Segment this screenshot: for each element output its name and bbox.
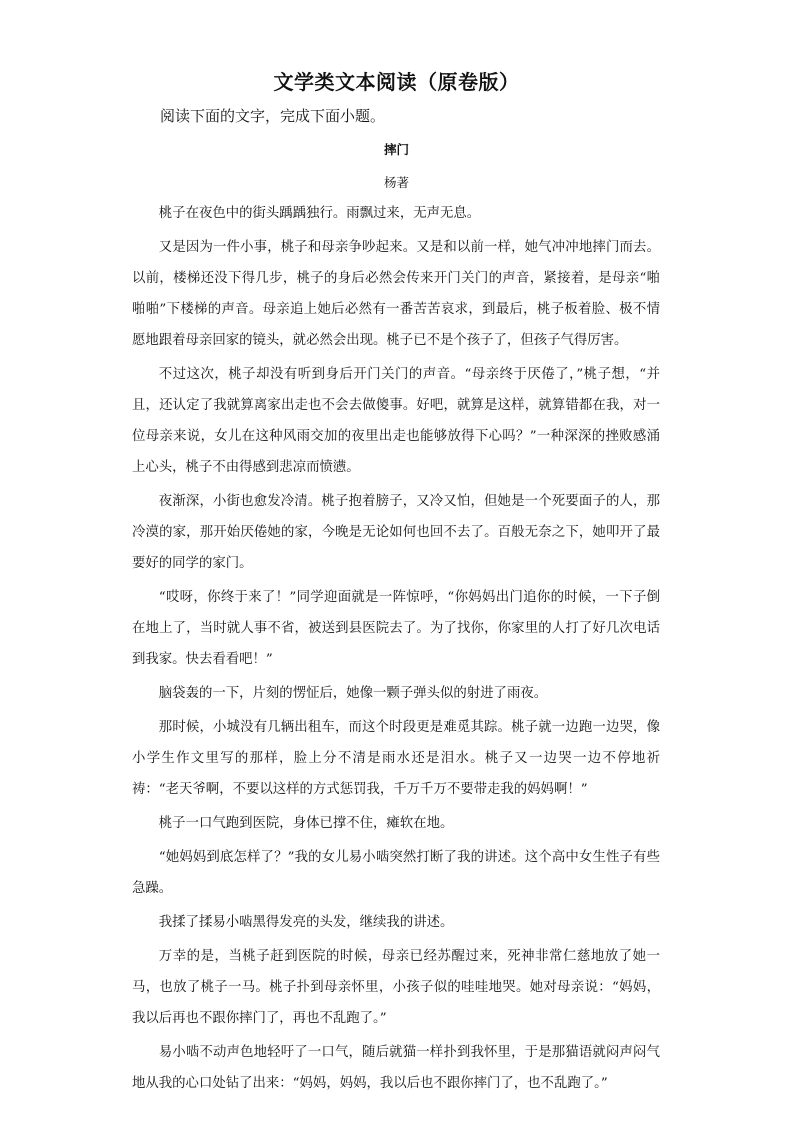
story-author: 杨著	[383, 175, 409, 190]
story-body	[132, 198, 660, 1102]
story-paragraph: 那时候，小城没有几辆出租车，而这个时段更是难觅其踪。桃子就一边跑一边哭，像小学生作文里写的那样，脸上分不清是雨水还是泪水。桃子又一边哭一边不停地祈祷：“老天爷啊，不要以这样的方式惩罚我，千万千万不要带走我的妈妈啊！”	[132, 720, 660, 797]
story-paragraph: 不过这次，桃子却没有听到身后开门关门的声音。“母亲终于厌倦了，”桃子想，“并且，还认定了我就算离家出走也不会去做傻事。好吧，就算是这样，就算错都在我，对一位母亲来说，女儿在这种风雨交加的夜里出走也能够放得下心吗？”一种深深的挫败感涌上心头，桃子不由得感到悲凉而愤懑。	[132, 367, 660, 475]
story-paragraph: 夜渐深，小街也愈发冷清。桃子抱着膀子，又冷又怕，但她是一个死要面子的人，那冷漠的家，那开始厌倦她的家，今晚是无论如何也回不去了。百般无奈之下，她叩开了最要好的同学的家门。	[132, 494, 660, 571]
story-paragraph: “她妈妈到底怎样了？”我的女儿易小啮突然打断了我的讲述。这个高中女生性子有些急躁。	[132, 850, 660, 896]
story-paragraph: 桃子在夜色中的街头踽踽独行。雨飘过来，无声无息。	[158, 206, 481, 221]
story-title: 摔门	[383, 142, 409, 157]
story-paragraph: 易小啮不动声色地轻吁了一口气，随后就猫一样扑到我怀里，于是那猫语就闷声闷气地从我的心口处钻了出来：“妈妈，妈妈，我以后也不跟你摔门了，也不乱跑了。”	[132, 1045, 660, 1091]
story-paragraph: “哎呀，你终于来了！”同学迎面就是一阵惊呼，“你妈妈出门追你的时候，一下子倒在地上了，当时就人事不省，被送到县医院去了。为了找你，你家里的人打了好几次电话到我家。快去看看吧！”	[132, 590, 660, 667]
document-title: 文学类文本阅读（原卷版）	[273, 70, 520, 94]
story-paragraph: 万幸的是，当桃子赶到医院的时候，母亲已经苏醒过来，死神非常仁慈地放了她一马，也放了桃子一马。桃子扑到母亲怀里，小孩子似的哇哇地哭。她对母亲说：“妈妈，我以后再也不跟你摔门了，再也不乱跑了。”	[132, 949, 660, 1026]
story-paragraph: 又是因为一件小事，桃子和母亲争吵起来。又是和以前一样，她气冲冲地摔门而去。以前，楼梯还没下得几步，桃子的身后必然会传来开门关门的声音，紧接着，是母亲“啪啪啪”下楼梯的声音。母亲追上她后必然有一番苦苦哀求，到最后，桃子板着脸、极不情愿地跟着母亲回家的镜头，就必然会出现。桃子已不是个孩子了，但孩子气得厉害。	[132, 240, 660, 348]
story-paragraph: 脑袋轰的一下，片刻的愣怔后，她像一颗子弹头似的射进了雨夜。	[158, 686, 548, 701]
story-paragraph: 桃子一口气跑到医院，身体已撑不住，瘫软在地。	[158, 816, 454, 831]
story-paragraph: 我揉了揉易小啮黑得发亮的头发，继续我的讲述。	[158, 915, 454, 930]
instruction-text: 阅读下面的文字，完成下面小题。	[160, 107, 386, 125]
